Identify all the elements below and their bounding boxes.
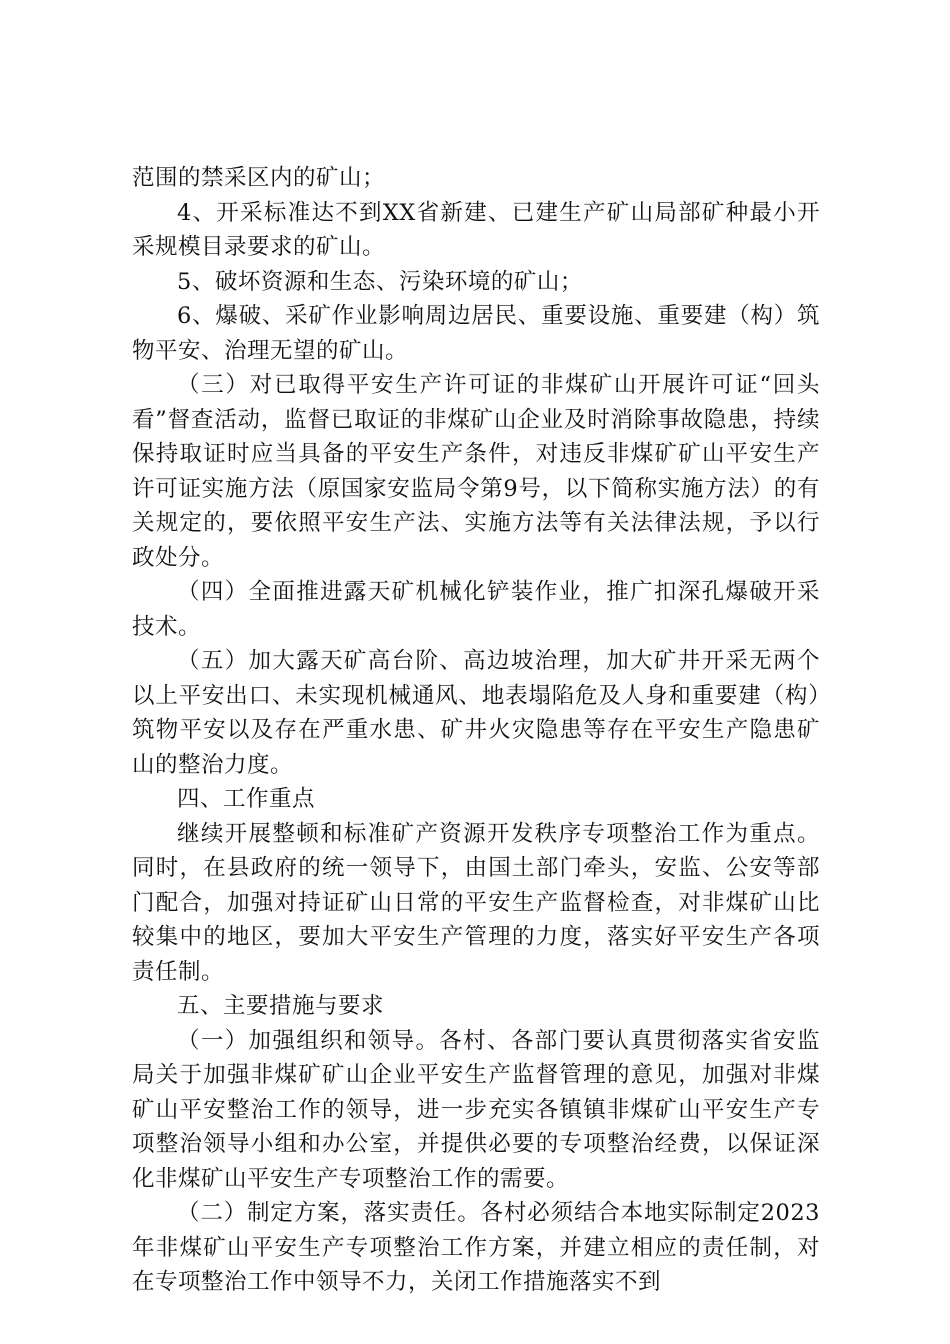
paragraph: 4、开采标准达不到XX省新建、已建生产矿山局部矿种最小开采规模目录要求的矿山。 — [132, 199, 820, 260]
paragraph: 5、破坏资源和生态、污染环境的矿山； — [177, 268, 583, 295]
paragraph: （一）加强组织和领导。各村、各部门要认真贯彻落实省安监局关于加强非煤矿矿山企业平安生产监督管理的意见，加强对非煤矿山平安整治工作的领导，进一步充实各镇镇非煤矿山平安生产专项整治领导小组和办公室，并提供必要的专项整治经费，以保证深化非煤矿山平安生产专项整治工作的需要。 — [132, 1027, 820, 1192]
paragraph: 6、爆破、采矿作业影响周边居民、重要设施、重要建（构）筑物平安、治理无望的矿山。 — [132, 303, 820, 364]
paragraph: （三）对已取得平安生产许可证的非煤矿山开展许可证“回头看”督查活动，监督已取证的非煤矿山企业及时消除事故隐患，持续保持取证时应当具备的平安生产条件，对违反非煤矿矿山平安生产许可证实施方法（原国家安监局令第9号，以下简称实施方法）的有关规定的，要依照平安生产法、实施方法等有关法律法规，予以行政处分。 — [132, 372, 820, 571]
paragraph: 继续开展整顿和标准矿产资源开发秩序专项整治工作为重点。同时，在县政府的统一领导下，由国土部门牵头，安监、公安等部门配合，加强对持证矿山日常的平安生产监督检查，对非煤矿山比较集中的地区，要加大平安生产管理的力度，落实好平安生产各项责任制。 — [132, 820, 820, 985]
document-body — [132, 161, 820, 1300]
section-heading: 五、主要措施与要求 — [177, 993, 385, 1019]
section-heading: 四、工作重点 — [177, 786, 316, 812]
paragraph: （四）全面推进露天矿机械化铲装作业，推广扣深孔爆破开采技术。 — [132, 579, 820, 640]
paragraph: （五）加大露天矿高台阶、高边坡治理，加大矿井开采无两个以上平安出口、未实现机械通风、地表塌陷危及人身和重要建（构）筑物平安以及存在严重水患、矿井火灾隐患等存在平安生产隐患矿山的整治力度。 — [132, 648, 820, 778]
paragraph: （二）制定方案，落实责任。各村必须结合本地实际制定2023年非煤矿山平安生产专项整治工作方案，并建立相应的责任制，对在专项整治工作中领导不力，关闭工作措施落实不到 — [132, 1200, 820, 1295]
paragraph: 范围的禁采区内的矿山； — [132, 165, 386, 191]
